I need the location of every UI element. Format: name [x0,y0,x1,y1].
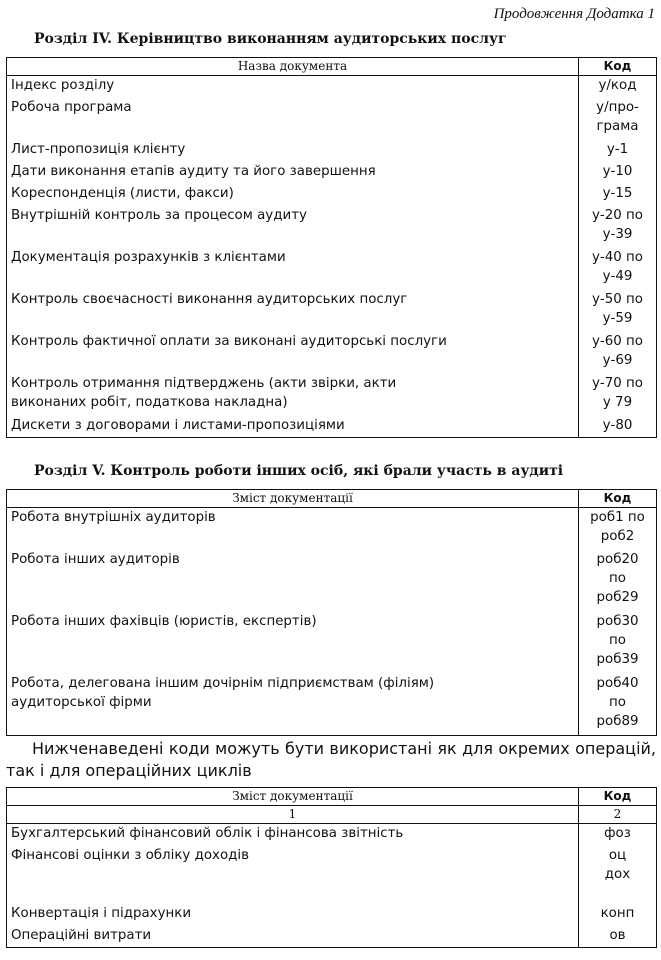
doc-code-cell: у-10 [579,162,657,184]
codes-table [6,787,657,948]
doc-name-cell: Робота інших аудиторів [7,550,579,612]
doc-code-cell: у-15 [579,184,657,206]
doc-name-cell: Дати виконання етапів аудиту та його завершення [7,162,579,184]
table-row [7,508,657,550]
table-row [7,76,657,98]
doc-name-cell: Лист-пропозиція клієнту [7,140,579,162]
section4-table [6,57,657,438]
table-row [7,374,657,416]
doc-name-cell: Кореспонденція (листи, факси) [7,184,579,206]
table-row [7,290,657,332]
section4-title: Розділ IV. Керівництво виконанням аудиторських послуг [34,31,507,47]
section4-body [7,76,657,438]
doc-name-cell: Дискети з договорами і листами-пропозиціями [7,416,579,438]
table-row [7,206,657,248]
column-header-name: Зміст документації [7,490,579,508]
codes-body [7,824,657,948]
section5-table [6,489,657,736]
table-row [7,926,657,948]
doc-code-cell: у-1 [579,140,657,162]
table-row [7,184,657,206]
doc-name-cell: Контроль отримання підтверджень (акти звірки, акти виконаних робіт, податкова накладна) [7,374,579,416]
table-header-row [7,58,657,76]
codes-intro-paragraph [6,738,656,782]
table-row [7,162,657,184]
table-row [7,674,657,736]
column-header-name: Зміст документації [7,788,579,806]
doc-name-cell: Контроль своєчасності виконання аудиторських послуг [7,290,579,332]
column-number-row [7,806,657,824]
section5-body [7,508,657,736]
doc-name-cell: Операційні витрати [7,926,579,948]
table-row [7,416,657,438]
table-row [7,550,657,612]
doc-code-cell: у/про- грама [579,98,657,140]
doc-name-cell: Бухгалтерський фінансовий облік і фінансова звітність [7,824,579,846]
column-number-code: 2 [579,806,657,824]
doc-name-cell: Робота внутрішніх аудиторів [7,508,579,550]
column-header-code: Код [579,58,657,76]
doc-code-cell: роб40 по роб89 [579,674,657,736]
continuation-label: Продовження Додатка 1 [493,6,655,22]
doc-code-cell: у-60 по у-69 [579,332,657,374]
doc-code-cell: оц дох [579,846,657,904]
intro-text: Нижченаведені коди можуть бути використані як для окремих операцій, так і для операційних циклів [6,739,656,780]
table-row [7,248,657,290]
doc-name-cell: Внутрішній контроль за процесом аудиту [7,206,579,248]
column-header-code: Код [579,788,657,806]
table-row [7,332,657,374]
doc-code-cell: фоз [579,824,657,846]
table-header-row [7,490,657,508]
column-header-name: Назва документа [7,58,579,76]
doc-code-cell: роб30 по роб39 [579,612,657,674]
doc-code-cell: у-50 по у-59 [579,290,657,332]
doc-name-cell: Робоча програма [7,98,579,140]
doc-code-cell: роб1 по роб2 [579,508,657,550]
doc-code-cell: у/код [579,76,657,98]
doc-name-cell: Документація розрахунків з клієнтами [7,248,579,290]
table-row [7,846,657,904]
section5-title: Розділ V. Контроль роботи інших осіб, які брали участь в аудиті [34,463,564,479]
table-row [7,904,657,926]
doc-code-cell: роб20 по роб29 [579,550,657,612]
table-header-row [7,788,657,806]
doc-name-cell: Контроль фактичної оплати за виконані аудиторські послуги [7,332,579,374]
column-header-code: Код [579,490,657,508]
doc-name-cell: Конвертація і підрахунки [7,904,579,926]
doc-name-cell: Індекс розділу [7,76,579,98]
table-row [7,824,657,846]
doc-code-cell: у-20 по у-39 [579,206,657,248]
doc-name-cell: Робота, делегована іншим дочірнім підприємствам (філіям) аудиторської фірми [7,674,579,736]
table-row [7,612,657,674]
table-row [7,98,657,140]
doc-code-cell: у-80 [579,416,657,438]
doc-name-cell: Робота інших фахівців (юристів, експертів) [7,612,579,674]
column-number-name: 1 [7,806,579,824]
doc-code-cell: у-40 по у-49 [579,248,657,290]
table-row [7,140,657,162]
doc-code-cell: конп [579,904,657,926]
doc-code-cell: ов [579,926,657,948]
doc-name-cell: Фінансові оцінки з обліку доходів [7,846,579,904]
doc-code-cell: у-70 по у 79 [579,374,657,416]
